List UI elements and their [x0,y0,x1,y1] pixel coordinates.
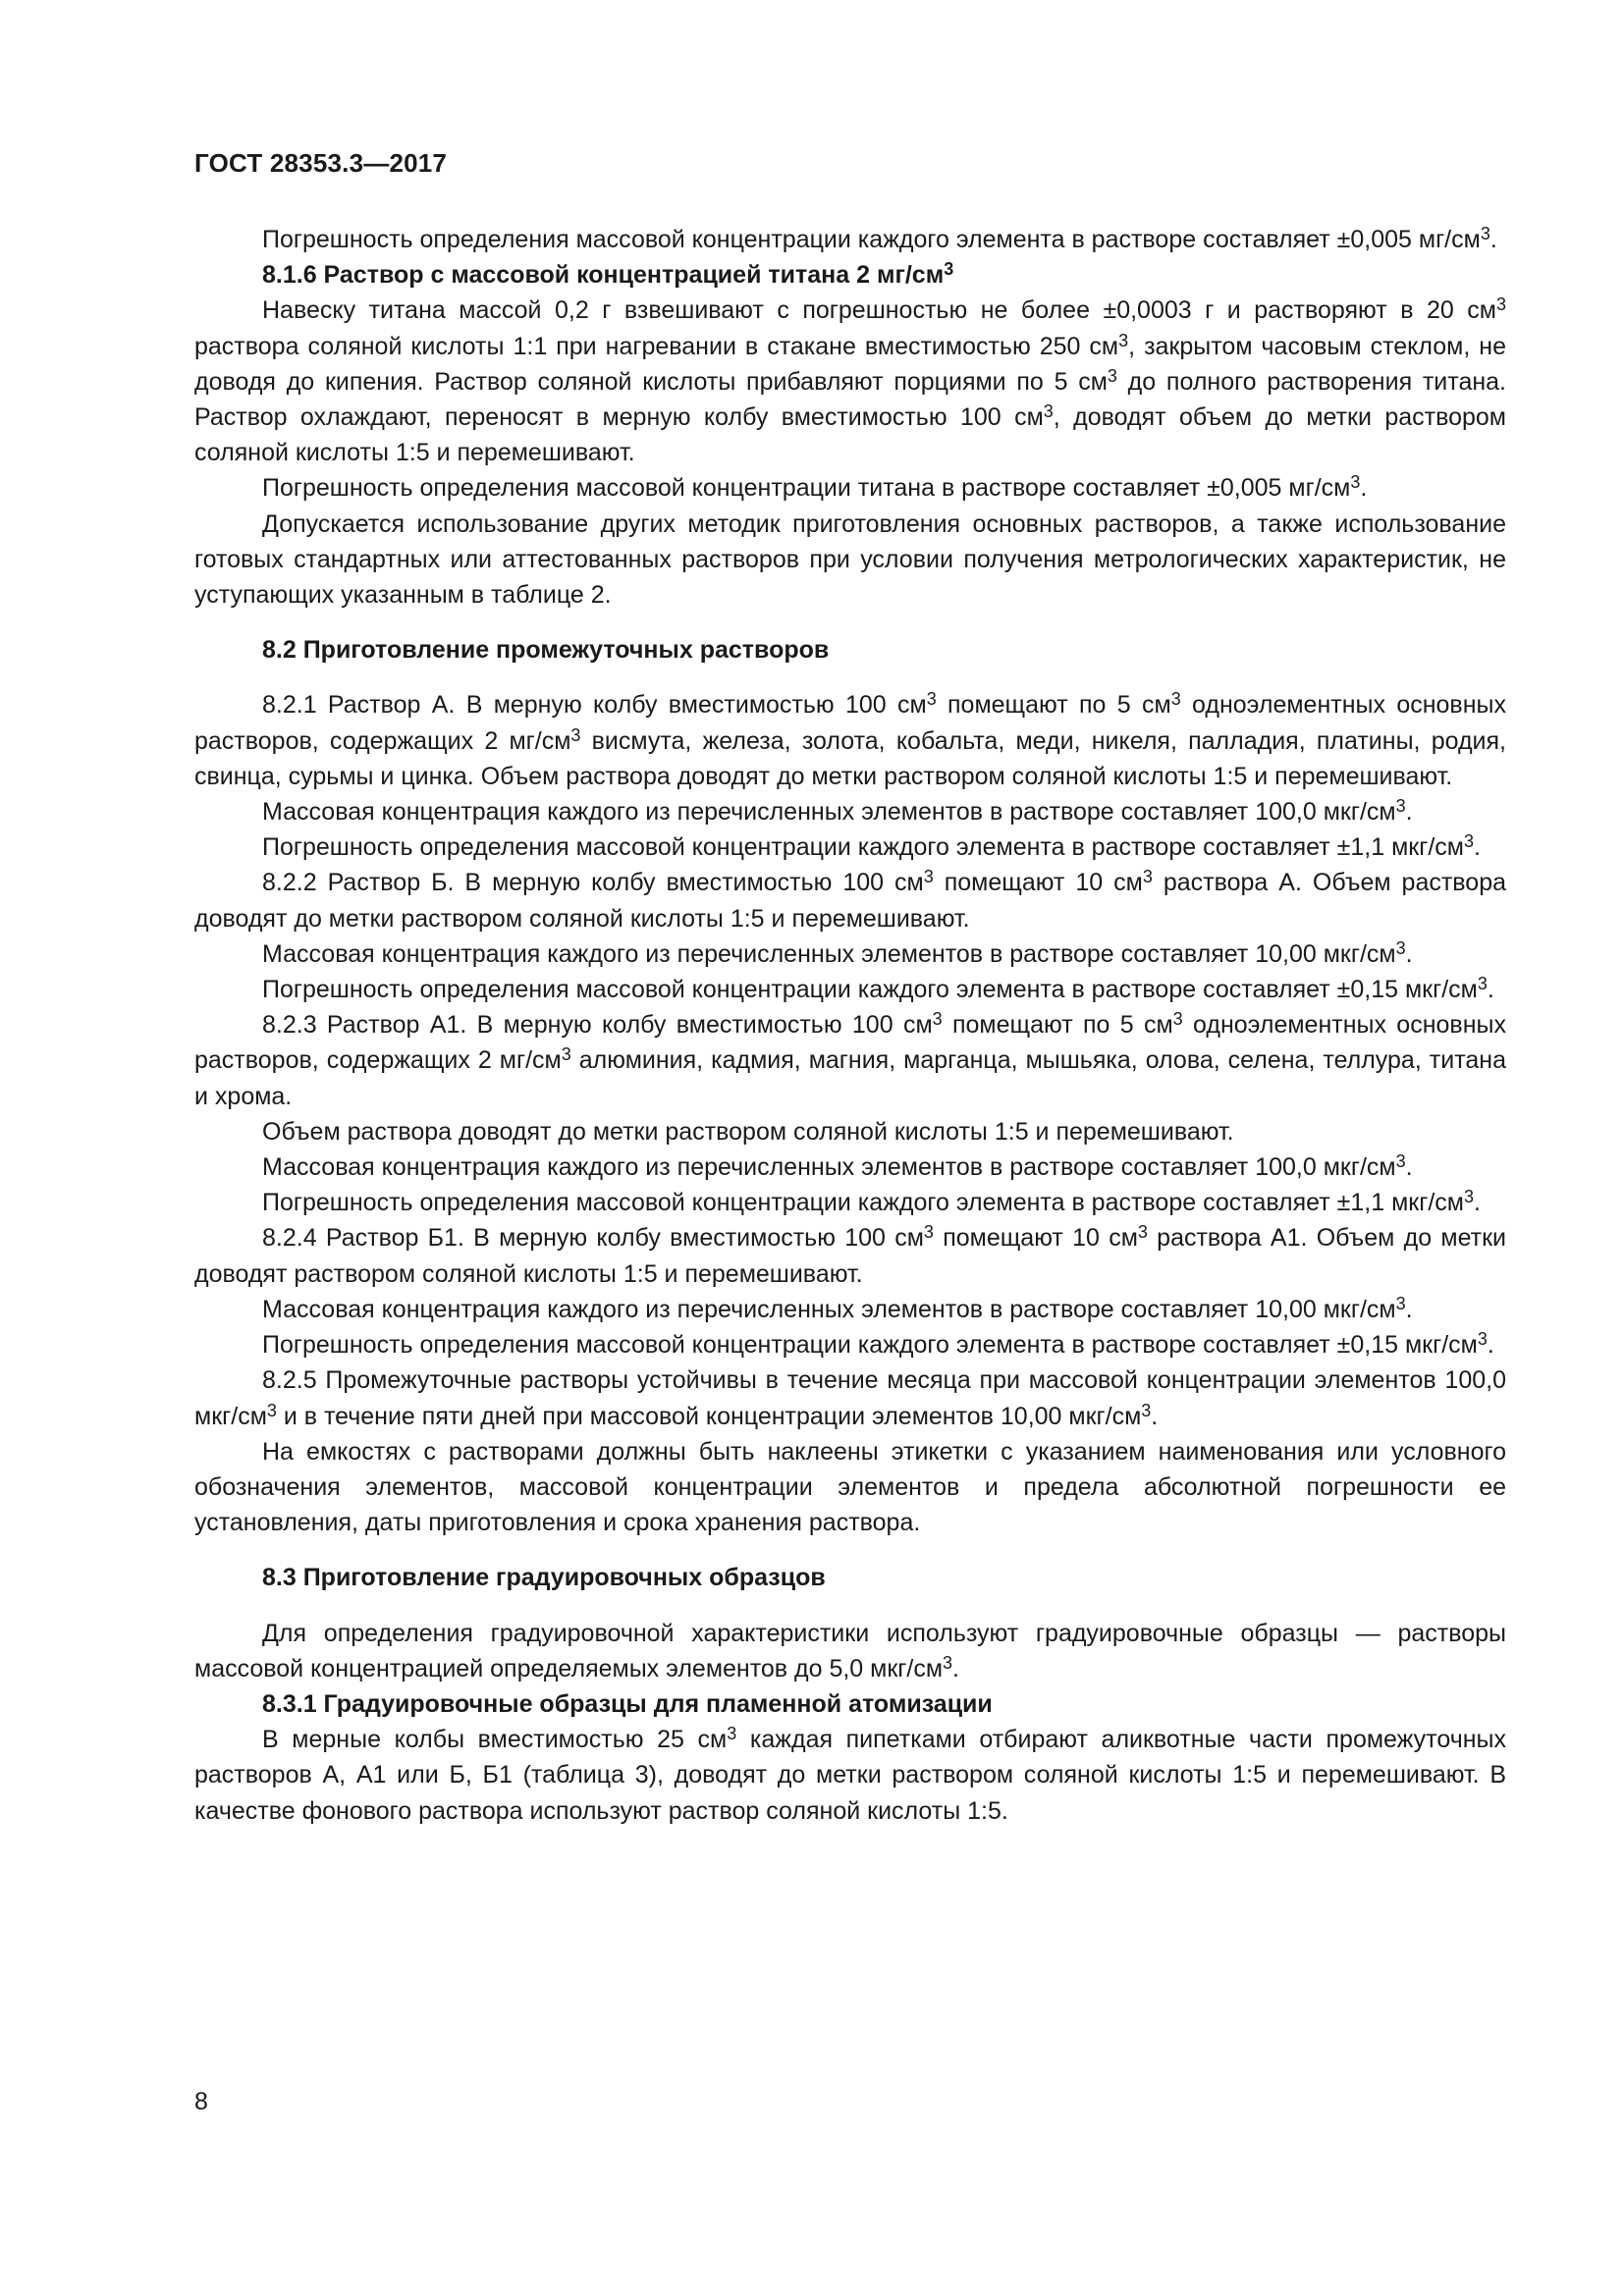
superscript: 3 [1395,937,1406,958]
subsection-heading: 8.3.1 Градуировочные образцы для пламенной атомизации [262,1689,993,1718]
paragraph: Погрешность определения массовой концентрации каждого элемента в растворе составляет ±0,005 $мг/см^3$. [262,223,1497,253]
section-spacer [194,1540,1506,1560]
superscript: 3 [1477,973,1488,993]
paragraph: 8.2.2 Раствор Б. В мерную колбу вместимостью 100 $см^3$ помещают 10 $см^3$ раствора А. Объем раствора доводят до метки раствором соляной кислоты 1:5 и перемешивают. [194,867,1507,933]
superscript: 3 [727,1724,737,1744]
superscript: 3 [1137,1222,1148,1243]
paragraph: Погрешность определения массовой концентрации каждого элемента в растворе составляет ±1,1 мкг/$см^3$. [262,1187,1481,1217]
superscript: 3 [926,689,937,710]
paragraph: Погрешность определения массовой концентрации каждого элемента в растворе составляет ±1,1 мкг/$см^3$. [262,831,1481,862]
paragraph: В мерные колбы вместимостью 25 $см^3$ каждая пипетками отбирают аликвотные части промежуточных растворов А, А1 или Б, Б1 (таблица 3), доводят до метки раствором соляной кислоты 1:5 и перемешивают. В качестве фонового раствора используют раствор соляной кислоты 1:5. [194,1724,1506,1825]
paragraph: Навеску титана массой 0,2 г взвешивают с погрешностью не более ±0,0003 г и растворяют в 20 $см^3$ раствора соляной кислоты 1:1 при нагревании в стакане вместимостью 250 $см^3$, закрытом часовым стеклом, не доводя до кипения. Раствор соляной кислоты прибавляют порциями по 5 $см^3$ до полного растворения титана. Раствор охлаждают, переносят в мерную колбу вместимостью 100 $см^3$, доводят объем до метки раствором соляной кислоты 1:5 и перемешивают. [194,294,1507,467]
paragraph: 8.2.1 Раствор А. В мерную колбу вместимостью 100 $см^3$ помещают по 5 $см^3$ одноэлементных основных растворов, содержащих 2 $мг/см^3$ висмута, железа, золота, кобальта, меди, никеля, палладия, платины, родия, свинца, сурьмы и цинка. Объем раствора доводят до метки раствором соляной кислоты 1:5 и перемешивают. [194,689,1506,790]
superscript: 3 [1395,1293,1406,1313]
superscript: 3 [1495,294,1506,315]
subsection-heading: 8.1.6 Раствор с массовой концентрацией титана 2 $мг/см^3$ [262,259,954,290]
paragraph: Погрешность определения массовой концентрации каждого элемента в растворе составляет ±0,15 мкг/$см^3$. [262,973,1494,1004]
superscript: 3 [1395,795,1406,816]
paragraph: Погрешность определения массовой концентрации титана в растворе составляет ±0,005 $мг/см^3$. [262,472,1368,503]
paragraph: Для определения градуировочной характеристики используют градуировочные образцы — растворы массовой концентрацией определяемых элементов до 5,0 мкг/$см^3$. [194,1619,1506,1682]
superscript: 3 [1142,867,1153,887]
document-body [194,222,1506,1829]
superscript: 3 [1480,223,1490,243]
section-heading: 8.2 Приготовление промежуточных растворов [262,636,830,665]
superscript: 3 [1172,1009,1183,1030]
section-spacer [194,667,1506,687]
section-heading: 8.3 Приготовление градуировочных образцов [262,1564,826,1592]
paragraph: На емкостях с растворами должны быть наклеены этикетки с указанием наименования или условного обозначения элементов, массовой концентрации элементов и предела абсолютной погрешности ее установления, даты приготовления и срока хранения раствора. [194,1437,1506,1537]
superscript: 3 [1463,1187,1474,1207]
page-number: 8 [194,2088,208,2115]
paragraph: 8.2.3 Раствор А1. В мерную колбу вместимостью 100 $см^3$ помещают по 5 $см^3$ одноэлементных основных растворов, содержащих 2 $мг/см^3$ алюминия, кадмия, магния, марганца, мышьяка, олова, селена, теллура, титана и хрома. [194,1009,1506,1110]
superscript: 3 [923,1222,934,1243]
superscript: 3 [1350,472,1361,493]
superscript: 3 [944,259,954,280]
superscript: 3 [1043,400,1054,421]
section-spacer [194,1596,1506,1616]
superscript: 3 [1477,1329,1488,1349]
superscript: 3 [923,867,934,887]
paragraph: Допускается использование других методик приготовления основных растворов, а также использование готовых стандартных или аттестованных растворов при условии получения метрологических характеристик, не уступающих указанным в таблице 2. [194,509,1506,610]
paragraph: Массовая концентрация каждого из перечисленных элементов в растворе составляет 100,0 мкг/$см^3$. [262,795,1413,827]
superscript: 3 [943,1652,953,1673]
superscript: 3 [1107,365,1117,386]
section-spacer [194,613,1506,632]
superscript: 3 [561,1044,571,1065]
superscript: 3 [1141,1400,1152,1420]
superscript: 3 [1463,831,1474,852]
document-code: ГОСТ 28353.3—2017 [194,148,448,178]
superscript: 3 [1170,689,1181,710]
paragraph: Массовая концентрация каждого из перечисленных элементов в растворе составляет 10,00 мкг/$см^3$. [262,1293,1413,1323]
superscript: 3 [1395,1150,1406,1171]
paragraph: Массовая концентрация каждого из перечисленных элементов в растворе составляет 10,00 мкг/$см^3$. [262,937,1413,968]
superscript: 3 [1118,330,1129,350]
superscript: 3 [570,724,581,745]
paragraph: Погрешность определения массовой концентрации каждого элемента в растворе составляет ±0,15 мкг/$см^3$. [262,1329,1494,1360]
superscript: 3 [932,1009,943,1030]
paragraph: 8.2.5 Промежуточные растворы устойчивы в течение месяца при массовой концентрации элементов 100,0 мкг/$см^3$ и в течение пяти дней при массовой концентрации элементов 10,00 мкг/$см^3$. [194,1366,1506,1430]
paragraph: Массовая концентрация каждого из перечисленных элементов в растворе составляет 100,0 мкг/$см^3$. [262,1150,1413,1182]
paragraph: Объем раствора доводят до метки раствором соляной кислоты 1:5 и перемешивают. [262,1117,1234,1146]
paragraph: 8.2.4 Раствор Б1. В мерную колбу вместимостью 100 $см^3$ помещают 10 $см^3$ раствора А1. Объем до метки доводят раствором соляной кислоты 1:5 и перемешивают. [194,1222,1507,1288]
superscript: 3 [266,1400,277,1420]
